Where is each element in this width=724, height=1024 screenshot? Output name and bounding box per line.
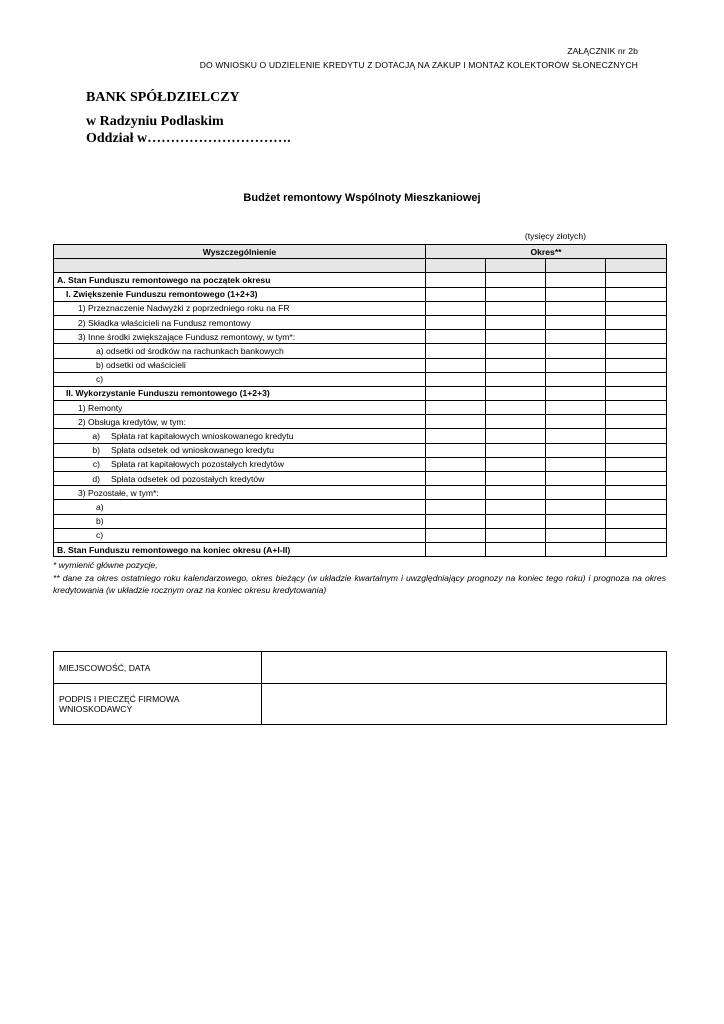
table-row [54,358,667,372]
row-label: b) [54,514,426,528]
value-cell[interactable] [546,528,606,542]
value-cell[interactable] [486,386,546,400]
value-cell[interactable] [546,457,606,471]
period-col-3 [546,259,606,273]
footnotes [53,559,666,597]
value-cell[interactable] [426,386,486,400]
place-date-label: MIEJSCOWOŚĆ, DATA [54,652,262,684]
row-label: 2) Obsługa kredytów, w tym: [54,415,426,429]
table-row [54,528,667,542]
value-cell[interactable] [486,415,546,429]
table-row [54,344,667,358]
row-label [54,457,426,471]
value-cell[interactable] [606,386,667,400]
row-text: Spłata rat kapitałowych pozostałych kredytów [111,459,284,470]
bank-city: w Radzyniu Podlaskim [86,114,224,129]
value-cell[interactable] [606,287,667,301]
value-cell[interactable] [486,514,546,528]
value-cell[interactable] [546,514,606,528]
value-cell[interactable] [606,514,667,528]
value-cell[interactable] [486,372,546,386]
value-cell[interactable] [426,486,486,500]
row-label: II. Wykorzystanie Funduszu remontowego (1+2+3) [54,386,426,400]
value-cell[interactable] [486,472,546,486]
value-cell[interactable] [426,344,486,358]
row-label: a) [54,500,426,514]
row-label [54,472,426,486]
period-col-2 [486,259,546,273]
row-text: Spłata rat kapitałowych wnioskowanego kredytu [111,431,294,442]
value-cell[interactable] [426,273,486,287]
row-letter: d) [92,473,100,484]
value-cell[interactable] [426,358,486,372]
value-cell[interactable] [606,429,667,443]
table-row [54,514,667,528]
table-row [54,301,667,315]
table-row [54,273,667,287]
table-row [54,330,667,344]
value-cell[interactable] [606,500,667,514]
row-label: A. Stan Funduszu remontowego na początek okresu [54,273,426,287]
row-letter: a) [92,431,100,442]
row-text: Spłata odsetek od wnioskowanego kredytu [111,445,274,456]
bank-branch: Oddział w…………………………. [86,131,291,146]
table-row [54,542,667,556]
budget-table [53,244,667,557]
value-cell[interactable] [426,301,486,315]
value-cell[interactable] [426,330,486,344]
header-wyszczegolnienie: Wyszczególnienie [54,245,426,259]
value-cell[interactable] [486,457,546,471]
footnote-1: * wymienić główne pozycje, [53,560,158,570]
value-cell[interactable] [426,401,486,415]
table-row [54,457,667,471]
row-label: c) [54,372,426,386]
row-label [54,429,426,443]
row-label: b) odsetki od właścicieli [54,358,426,372]
value-cell[interactable] [606,457,667,471]
value-cell[interactable] [546,443,606,457]
signature-label-line2: WNIOSKODAWCY [59,704,133,714]
value-cell[interactable] [546,500,606,514]
value-cell[interactable] [606,330,667,344]
row-label: 1) Przeznaczenie Nadwyżki z poprzedniego roku na FR [54,301,426,315]
row-label: 3) Inne środki zwiększające Fundusz remontowy, w tym*: [54,330,426,344]
value-cell[interactable] [486,273,546,287]
value-cell[interactable] [486,287,546,301]
value-cell[interactable] [486,542,546,556]
value-cell[interactable] [426,443,486,457]
value-cell[interactable] [486,500,546,514]
table-row [54,287,667,301]
value-cell[interactable] [426,472,486,486]
value-cell[interactable] [426,457,486,471]
document-title: Budżet remontowy Wspólnoty Mieszkaniowej [243,192,481,204]
value-cell[interactable] [486,358,546,372]
row-label: I. Zwiększenie Funduszu remontowego (1+2+3) [54,287,426,301]
value-cell[interactable] [426,372,486,386]
value-cell[interactable] [486,301,546,315]
value-cell[interactable] [426,500,486,514]
value-cell[interactable] [606,472,667,486]
value-cell[interactable] [546,287,606,301]
value-cell[interactable] [606,528,667,542]
value-cell[interactable] [546,472,606,486]
value-cell[interactable] [606,344,667,358]
table-row [54,315,667,329]
table-row [54,429,667,443]
value-cell[interactable] [546,330,606,344]
row-label: B. Stan Funduszu remontowego na koniec okresu (A+I-II) [54,542,426,556]
value-cell[interactable] [606,542,667,556]
row-label: a) odsetki od środków na rachunkach bankowych [54,344,426,358]
row-label: 2) Składka właścicieli na Fundusz remontowy [54,315,426,329]
value-cell[interactable] [606,443,667,457]
value-cell[interactable] [486,330,546,344]
footnote-2: ** dane za okres ostatniego roku kalendarzowego, okres bieżący (w układzie kwartalnym i uwzględniający prognozy na koniec tego roku) i prognoza na okres kredytowania (w układzie rocznym oraz na koniec okresu kredytowania) [53,572,666,595]
value-cell[interactable] [486,486,546,500]
value-cell[interactable] [486,315,546,329]
value-cell[interactable] [606,273,667,287]
period-col-4 [606,259,667,273]
value-cell[interactable] [426,514,486,528]
row-label: c) [54,528,426,542]
value-cell[interactable] [486,401,546,415]
row-label [54,443,426,457]
value-cell[interactable] [546,372,606,386]
header-spacer [54,259,426,273]
row-letter: b) [92,445,100,456]
value-cell[interactable] [606,315,667,329]
table-row [54,401,667,415]
unit-note: (tysięcy złotych) [524,231,586,241]
place-date-field[interactable] [262,652,667,684]
value-cell[interactable] [486,344,546,358]
value-cell[interactable] [546,429,606,443]
row-label: 3) Pozostałe, w tym*: [54,486,426,500]
value-cell[interactable] [606,372,667,386]
value-cell[interactable] [486,443,546,457]
value-cell[interactable] [426,315,486,329]
value-cell[interactable] [426,528,486,542]
period-col-1 [426,259,486,273]
value-cell[interactable] [426,415,486,429]
table-row [54,472,667,486]
value-cell[interactable] [606,301,667,315]
table-row [54,415,667,429]
row-label: 1) Remonty [54,401,426,415]
signature-table [53,651,667,725]
header-okres: Okres** [426,245,667,259]
row-text: Spłata odsetek od pozostałych kredytów [111,473,265,484]
value-cell[interactable] [546,486,606,500]
value-cell[interactable] [606,401,667,415]
value-cell[interactable] [546,401,606,415]
value-cell[interactable] [486,528,546,542]
table-row [54,486,667,500]
value-cell[interactable] [426,429,486,443]
signature-label-line1: PODPIS I PIECZĘĆ FIRMOWA [59,694,180,704]
value-cell[interactable] [426,287,486,301]
signature-label [54,684,262,725]
value-cell[interactable] [546,344,606,358]
value-cell[interactable] [546,542,606,556]
value-cell[interactable] [546,301,606,315]
value-cell[interactable] [546,315,606,329]
signature-field[interactable] [262,684,667,725]
value-cell[interactable] [546,358,606,372]
attachment-number: ZAŁĄCZNIK nr 2b [567,46,638,56]
row-letter: c) [92,459,100,470]
value-cell[interactable] [426,542,486,556]
table-row [54,500,667,514]
value-cell[interactable] [606,486,667,500]
value-cell[interactable] [486,429,546,443]
value-cell[interactable] [606,358,667,372]
table-row [54,372,667,386]
bank-name: BANK SPÓŁDZIELCZY [86,90,240,105]
table-row [54,443,667,457]
attachment-subtitle: DO WNIOSKU O UDZIELENIE KREDYTU Z DOTACJĄ NA ZAKUP I MONTAŻ KOLEKTORÓW SŁONECZNYCH [199,60,638,70]
table-row [54,386,667,400]
value-cell[interactable] [546,415,606,429]
value-cell[interactable] [606,415,667,429]
value-cell[interactable] [546,273,606,287]
value-cell[interactable] [546,386,606,400]
